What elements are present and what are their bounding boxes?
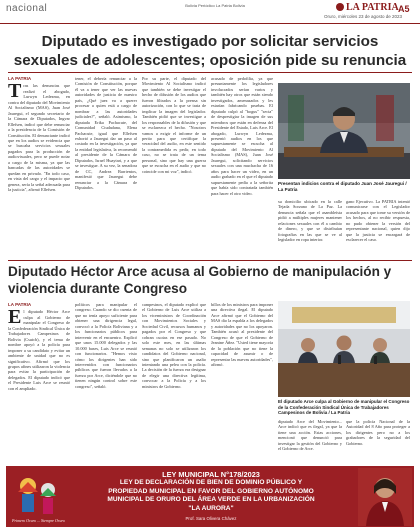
article2-column-4: billos de los ministros para imponer una directiva ilegal. El diputado Arce afirmó que el Gobierno del MAS dio la espalda a los delegados y autoridades que no los apoyaron. También acusó al presidente del Congreso de que el Gobierno de Jeanine Áñez. "Usted tiene mayoría de la población que no tiene la capacidad de asumir o de representar las nuevas autoridades", afirmó. — [211, 302, 273, 367]
article1-column-3: Por su parte, el diputado del Movimiento Al Socialismo indicó que también se debe investigar el hecho de difusión de los audios que fueron filtrados a la prensa sin autorización, con lo que se trata de implicar la imagen del legislador. También pidió que se investigue a los responsables de la difusión y que se esclarezca el hecho. "Nosotros vamos a exigir el informe de un perito para que certifique la veracidad del audio, en este sentido la contramedida es pedir, en todo caso, no se trata de un tema personal, sino que hay una guerra que se escucha en el audio y que no coincide con mi voz", indicó. — [142, 76, 206, 174]
article1-headline: Diputado es investigado por solicitar servicios sexuales de adolescentes; oposición pide su renuncia — [13, 33, 407, 69]
section-label: nacional — [6, 3, 48, 14]
header-slogan: Bolivia Periódico La Patria Bolivia — [185, 3, 245, 8]
article2-column-3: campesinos, el diputado explicó que el Gobierno de Luis Arce utiliza a los viceministros de Coordinación con Movimientos Sociales y Sociedad Civil, recursos humanos y pagados por el Congreso y que cobran cuotas en ese pasado. No solo este mes, en las últimas semanas no solo se utilizaron los candidatos del Gobierno nacional, sino que planificaron un asalto intentando una pelea con la policía. La decisión de la fuerza era designar de elegir una directiva legítima, convocar a la Policía y a los ministros de Gobierno. — [142, 302, 206, 389]
divider — [8, 260, 412, 261]
page-number: A5 — [398, 4, 410, 14]
article2-byline: LA PATRIA — [8, 302, 32, 307]
article1-column-4: acusado de pedofilia, ya que presuntamente los legisladores involucrados serían varios y también hay otros que están siendo investigados, amenazados y les estarían fabricando pruebas. El diputado culpó al "bogus" "secta" de desprestigiar la imagen de sus miembros que están en defensa del Presidente del Estado, Luis Arce. El abogado, Lurwyn Ledezma, presentó audios en los que supuestamente se escucha al diputado del Movimiento Al Socialismo (MAS), Juan José Jauregui, solicitando servicios sexuales con una muchacha de 16 años para hacer un video, en un audio grabado en el que el diputado supuestamente pedía a la señorita que había sido contratada también para hacer el otro video. — [211, 76, 273, 196]
article2-photo-caption: El diputado Arce culpa al Gobierno de manipular el Congreso de la Confederación Sindical Única de Trabajadores Campesinos de Bolivia / La Patria — [278, 399, 410, 416]
article2-column-2: políticos para manipular el congreso. Cuando se dio cuenta de que no tenía apoyo suficiente para obtener una dirigencia legal, convocó a la Policía Boliviana y a los funcionarios públicos para intervenir en el encuentro. Explicó que unos 15.000 delegados y las 10.000 bases, Luis Arce se reunió con funcionarios. "Hemos visto cómo los dirigentes han sido intervenidos con funcionarios públicos que fueron llevados a la fuerza por Arce, diciéndole que no tienen ningún control sobre este congreso", señaló. — [75, 302, 137, 389]
dateline: Oruro, miércoles 23 de agosto de 2023 — [323, 14, 402, 19]
article1-column-6: gano Ejecutivo. La PATRIA intentó comunicarse con el Legislador acusado para que tome su versión de los hechos, al no recibir respuesta, no pudo obtener la versión del representante nacional, quien dijo que la justicia se encargará de esclarecer el caso. — [346, 199, 410, 243]
article2-column-6: que la policía Nacional de la Autoridad del 8 Año para proteger a los dirigentes pero no a los grabadores de la seguridad del Gobierno. — [346, 419, 410, 446]
article1-column-1: LA PATRIA T ras las denuncias que realizó el abogado, Lurwyn Ledezma, en contra del diputado del Movimiento Al Socialismo (MAS), Juan José Jauregui, el segundo secretario de la Cámara de Diputados, Ingvar Ellefsen, indicó que debe renunciar a la presidencia de la Comisión de Constitución. El denunciante indicó que en los audios se evidencia que se buscaba servicios sexuales pagados para la producción de audiovisuales, pero se puede notar a cargo de la misma, ya que las bancadas de las autoridades se quedan en privado. "En todo caso, en vista del cargo y el impacto que genera, sería la señal adecuada para la justicia", afirmó Ellefsen. — [8, 76, 70, 193]
article1-photo-caption: Presentan indicios contra el diputado Juan José Jauregui / La Patria — [278, 181, 407, 192]
mayor-portrait-icon — [358, 468, 412, 526]
article2-column-5: diputado Arce del Movimiento... Arce indicó que es ilegal, ya que la tiene una acción. Estas acciones, mencionó que denunció para investigar la gestión del Gobierno y el Gobierno de Arce. — [278, 419, 342, 452]
folklore-dancers-icon — [10, 472, 62, 522]
article2-dropcap: E — [8, 306, 22, 329]
municipal-law-advertisement — [6, 466, 414, 527]
photo-legislator-illustration — [278, 83, 410, 179]
photo-press-conference-illustration — [278, 301, 410, 397]
ad-body: LEY DE DECLARACIÓN DE BIEN DE DOMINIO PÚBLICO Y PROPIEDAD MUNICIPAL EN FAVOR DEL GOBIERNO AUTÓNOMO MUNICIPAL DE ORURO DEL ÁREA VERDE EN LA URBANIZACIÓN "LA AURORA" — [107, 479, 315, 512]
logo-icon — [336, 3, 344, 11]
page-header — [0, 0, 420, 24]
article2-column-1: LA PATRIA E l diputado Héctor Arce culpa al Gobierno de manipular el Congreso de la Confederación Sindical Única de Trabajadores Campesinos de Bolivia (Csutcb), y el tema de nombre apoyó a la policía para imponer a su candidato y evitar un ambiente de unidad que no es significativo. Afirmó que los grupos afines utilizaron la violencia para evitar la participación de delegados. El diputado indicó que el Presidente Luis Arce se reunió con el ampliado. — [8, 302, 70, 391]
newspaper-logo: LA PATRIA — [336, 2, 399, 13]
article1-photo — [278, 83, 410, 179]
article1-byline: LA PATRIA — [8, 76, 32, 81]
article1-column-2: tener, el debería renunciar a la Comisión de Constitución, porque él va a tener que ver las nuevas autoridades de justicia de nuestro país, ¿Qué juez va a querer procesar a quien está a cargo de nombrar a las autoridades judiciales?", señaló. Asimismo, la diputada Erika Pachacute, del Comunidad Ciudadana, Elena Pachacute, igual que Ellefsen exhortó a Jauregui dar un paso al costado en la investigación, ya que la entidad legislativa, la recomendó al presidente de la Cámara de Diputados, Israel Huaytari, y a que se investigue. A su vez, la senadora de CC, Andrea Barrientos, manifestó que Jauregui debe renunciar a la Cámara de Diputados. — [75, 76, 137, 191]
article1-column-5: su domicilio ubicado en la calle Tejada Sorzano de La Paz. La denuncia señala que el asambleísta pidió a múltiples mujeres mantener relaciones sexuales con él a cambio de dinero, y que se distribuían fotografías en las que se ve al legislador en ropa interior. — [278, 199, 342, 243]
ad-signature: Prof. Sara Olivera Chávez — [185, 516, 237, 521]
article2-photo — [278, 301, 410, 397]
ad-title: LEY MUNICIPAL N°178/2023 — [162, 470, 260, 479]
ad-slogan: Primero Oruro ... Siempre Oruro — [12, 518, 65, 523]
divider — [8, 72, 412, 73]
article1-dropcap: T — [8, 80, 22, 103]
article2-headline: Diputado Héctor Arce acusa al Gobierno de manipulación y violencia durante Congreso — [8, 264, 392, 296]
